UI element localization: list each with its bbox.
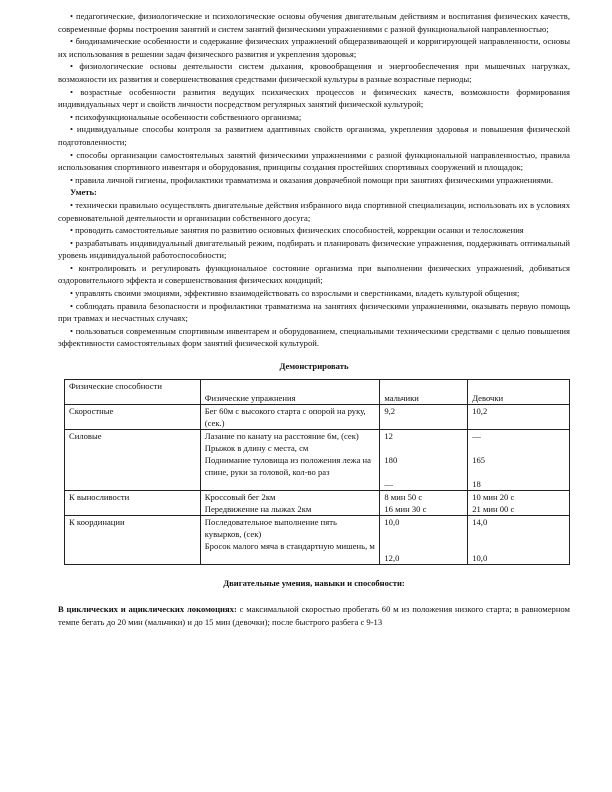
skills-paragraph-text: с максимальной скоростью пробегать 60 м из положения низкого старта; в равномерном темпе бегать до 20 мин (мальчики) и до 15 мин (девочки); после быстрого разбега с 9-13 — [58, 604, 570, 627]
exercise-cell: Бег 60м с высокого старта с опорой на руку, (сек.) — [200, 404, 380, 429]
bullet-item: • педагогические, физиологические и психологические основы обучения двигательным действиям и воспитания физических качеств, современные формы построения занятий и систем занятий физическими упражнениями с разной функциональной направленностью; — [58, 11, 570, 34]
exercise-cell: Кроссовый бег 2км Передвижение на лыжах 2км — [200, 490, 380, 515]
bullet-item: • индивидуальные способы контроля за развитием адаптивных свойств организма, укрепления здоровья и повышения физической подготовленности; — [58, 124, 570, 147]
ability-cell: К выносливости — [65, 490, 201, 515]
skills-paragraph-lead: В циклических и ациклических локомоциях: — [58, 604, 237, 615]
knowledge-list — [58, 10, 570, 186]
table-row — [65, 429, 570, 490]
boys-cell: 12 180 — — [380, 429, 468, 490]
document-page — [58, 10, 570, 628]
exercise-cell: Последовательное выполнение пять кувырков, (сек) Бросок малого мяча в стандартную мишень, м — [200, 515, 380, 564]
bullet-item: • способы организации самостоятельных занятий физическими упражнениями с разной функциональной направленностью, правила использования спортивного инвентаря и оборудования, принципы создания простейших спортивных сооружений и площадок; — [58, 149, 570, 173]
table-row — [65, 490, 570, 515]
girls-cell: 10,2 — [468, 404, 570, 429]
table-row — [65, 515, 570, 564]
skills-title: Двигательные умения, навыки и способности: — [223, 577, 405, 588]
ability-cell: Силовые — [65, 429, 201, 490]
boys-cell: 8 мин 50 с 16 мин 30 с — [380, 490, 468, 515]
bullet-item: • управлять своими эмоциями, эффективно взаимодействовать со взрослыми и сверстниками, владеть культурой общения; — [70, 288, 520, 299]
boys-cell: 10,0 12,0 — [380, 515, 468, 564]
girls-cell: 10 мин 20 с 21 мин 00 с — [468, 490, 570, 515]
skills-paragraph — [58, 603, 570, 628]
header-boys: мальчики — [380, 379, 468, 404]
bullet-item: • проводить самостоятельные занятия по развитию основных физических способностей, коррекции осанки и телосложения — [70, 225, 524, 236]
bullet-item: • соблюдать правила безопасности и профилактики травматизма на занятиях физическими упражнениями, оказывать первую помощь при травмах и несчастных случаях; — [58, 300, 570, 324]
bullet-item: • правила личной гигиены, профилактики травматизма и оказания доврачебной помощи при занятиях физическими упражнениями. — [70, 174, 554, 185]
bullet-item: • пользоваться современным спортивным инвентарем и оборудованием, специальными техническими средствами с целью повышения эффективности самостоятельных форм занятий физической культурой. — [58, 325, 570, 349]
ability-cell: К координации — [65, 515, 201, 564]
bullet-item: • психофункциональные особенности собственного организма; — [70, 111, 302, 122]
boys-cell: 9,2 — [380, 404, 468, 429]
bullet-item: • разрабатывать индивидуальный двигательный режим, подбирать и планировать физические упражнения, поддерживать оптимальный уровень индивидуальной работоспособности; — [58, 237, 570, 261]
norms-table — [64, 379, 570, 565]
exercise-cell: Лазание по канату на расстояние 6м, (сек) Прыжок в длину с места, см Поднимание туловища из положения лежа на спине, руки за головой, кол-во раз — [200, 429, 380, 490]
header-girls: Девочки — [468, 379, 570, 404]
bullet-item: • возрастные особенности развития ведущих психических процессов и физических качеств, возможности формирования индивидуальных черт и свойств личности посредством регулярных занятий физической культурой; — [58, 86, 570, 110]
skills-list — [58, 199, 570, 350]
table-title: Демонстрировать — [279, 361, 349, 372]
bullet-item: • контролировать и регулировать функциональное состояние организма при выполнении физических упражнений, добиваться оздоровительного эффекта и совершенствования физических кондиций; — [58, 262, 570, 286]
table-header-row — [65, 379, 570, 404]
girls-cell: 14,0 10,0 — [468, 515, 570, 564]
ability-cell: Скоростные — [65, 404, 201, 429]
umet-heading: Уметь: — [70, 187, 97, 198]
header-abilities: Физические способности — [65, 379, 201, 404]
bullet-item: • биодинамические особенности и содержание физических упражнений общеразвивающей и корригирующей направленности, основы их использования в решении задач физического развития и укрепления здоровья; — [58, 36, 570, 59]
girls-cell: — 165 18 — [468, 429, 570, 490]
header-exercises: Физические упражнения — [200, 379, 380, 404]
table-row — [65, 404, 570, 429]
bullet-item: • физиологические основы деятельности систем дыхания, кровообращения и энергообеспечения при мышечных нагрузках, возможности их развития и совершенствования средствами физической культуры в разные возрастные периоды; — [58, 61, 570, 84]
bullet-item: • технически правильно осуществлять двигательные действия избранного вида спортивной специализации, использовать их в условиях соревновательной деятельности и организации собственного досуга; — [58, 199, 570, 223]
